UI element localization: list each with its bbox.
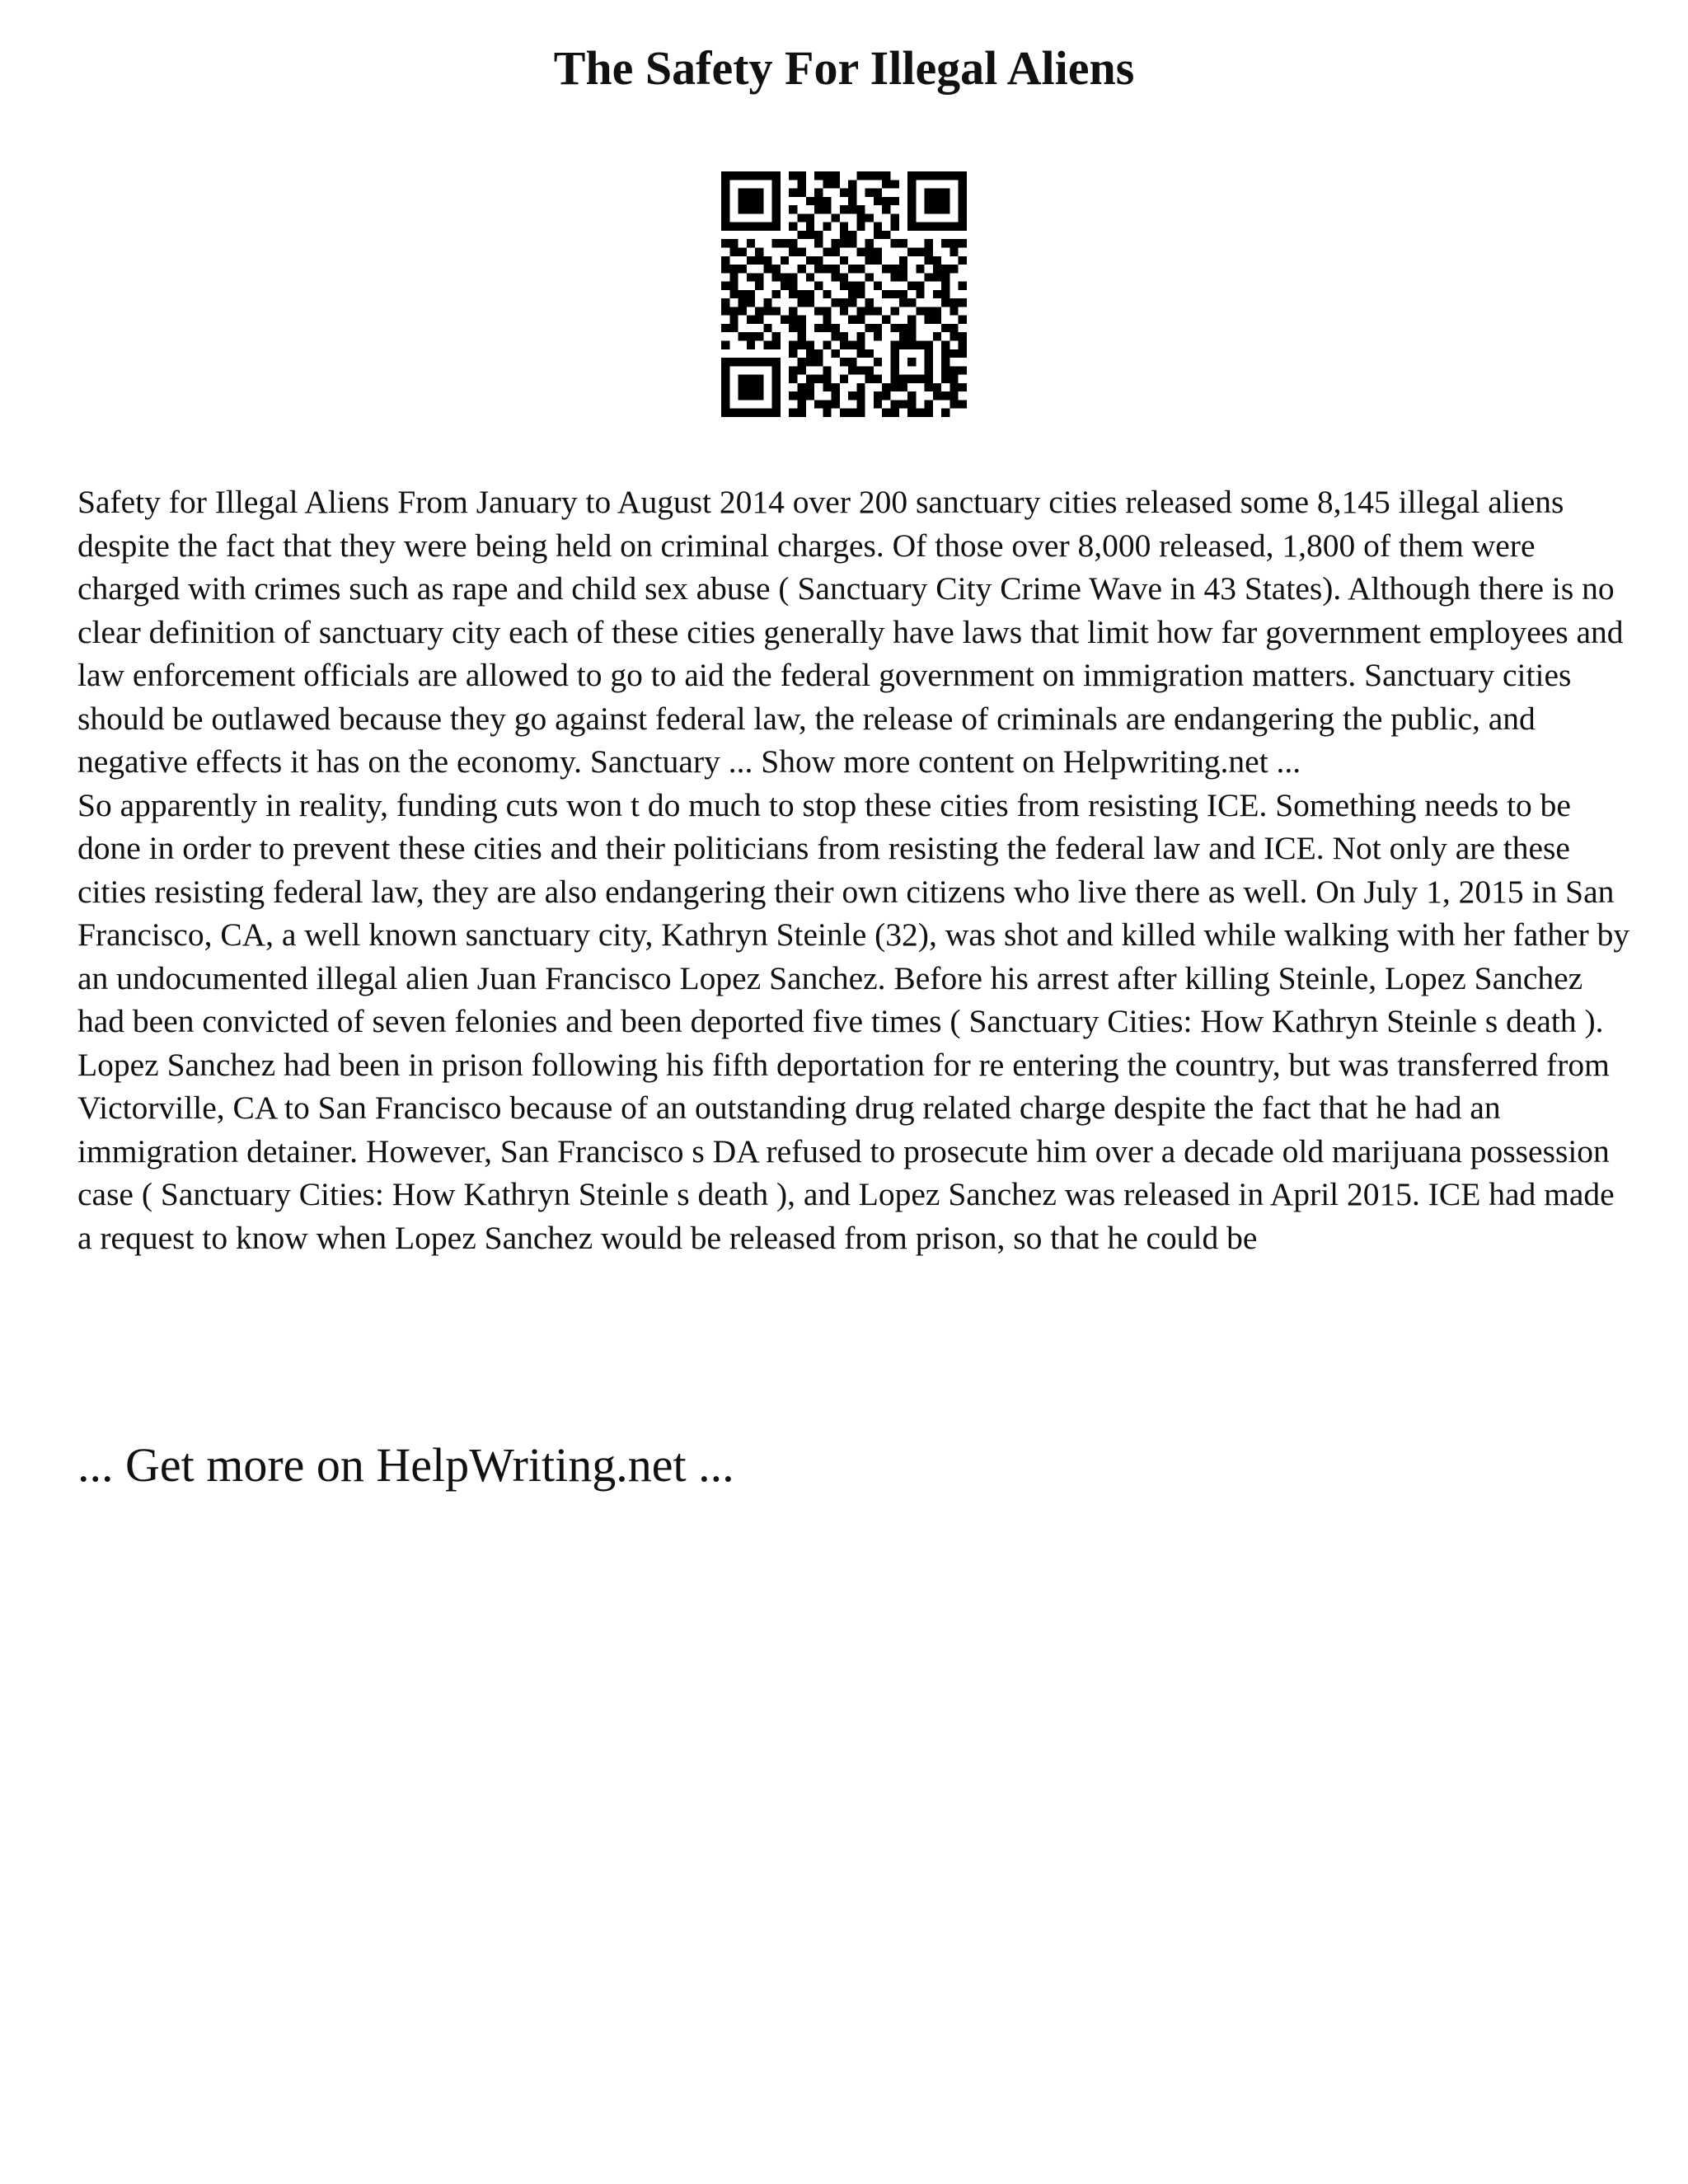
qr-code-icon[interactable] xyxy=(721,171,967,417)
paragraph: Safety for Illegal Aliens From January to August 2014 over 200 sanctuary cities released some 8,145 illegal aliens despite the fact that they were being held on criminal charges. Of those over 8,000 released, 1,800 of them were charged with crimes such as rape and child sex abuse ( Sanctuary City Crime Wave in 43 States). Although there is no clear definition of sanctuary city each of these cities generally have laws that limit how far government employees and law enforcement officials are allowed to go to aid the federal government on immigration matters. Sanctuary cities should be outlawed because they go against federal law, the release of criminals are endangering the public, and negative effects it has on the economy. Sanctuary ... Show more content on Helpwriting.net ... xyxy=(77,484,1624,780)
get-more-link[interactable]: ... Get more on HelpWriting.net ... xyxy=(77,1438,734,1492)
page-title: The Safety For Illegal Aliens xyxy=(553,41,1135,95)
article-body xyxy=(77,480,1635,1259)
paragraph: So apparently in reality, funding cuts won t do much to stop these cities from resisting ICE. Something needs to be done in order to prevent these cities and their politicians from resisting the federal law and ICE. Not only are these cities resisting federal law, they are also endangering their own citizens who live there as well. On July 1, 2015 in San Francisco, CA, a well known sanctuary city, Kathryn Steinle (32), was shot and killed while walking with her father by an undocumented illegal alien Juan Francisco Lopez Sanchez. Before his arrest after killing Steinle, Lopez Sanchez had been convicted of seven felonies and been deported five times ( Sanctuary Cities: How Kathryn Steinle s death ). Lopez Sanchez had been in prison following his fifth deportation for re entering the country, but was transferred from Victorville, CA to San Francisco because of an outstanding drug related charge despite the fact that he had an immigration detainer. However, San Francisco s DA refused to prosecute him over a decade old marijuana possession case ( Sanctuary Cities: How Kathryn Steinle s death ), and Lopez Sanchez was released in April 2015. ICE had made a request to know when Lopez Sanchez would be released from prison, so that he could be xyxy=(77,786,1630,1256)
